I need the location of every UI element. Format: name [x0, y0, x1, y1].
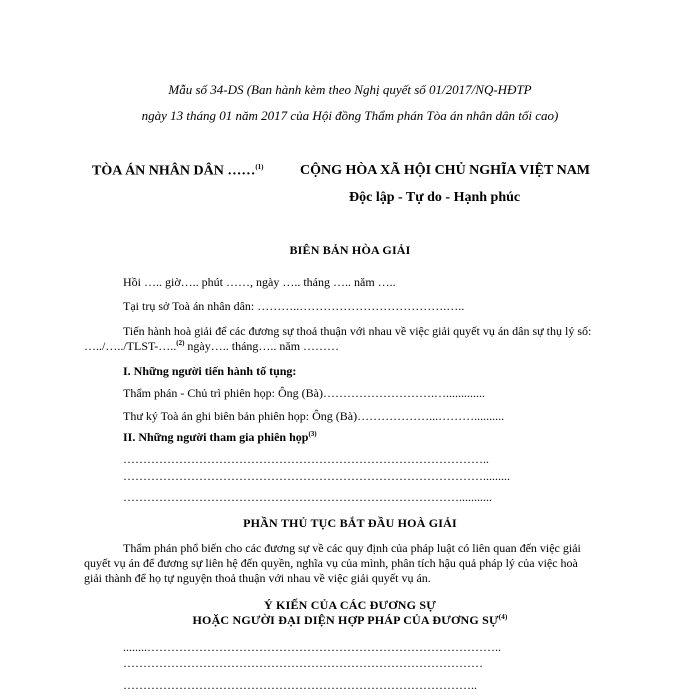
- session-place: Tại trụ sở Toà án nhân dân: ………..……………………………….…..: [123, 299, 465, 313]
- section-2-heading: II. Những người tham gia phiên họp$^{(3)}$: [123, 430, 317, 444]
- section-1-heading: I. Những người tiến hành tố tụng:: [123, 364, 297, 378]
- participants-dots-1: ………………………………………………………………………………..: [123, 452, 489, 466]
- nation-name: CỘNG HÒA XÃ HỘI CHỦ NGHĨA VIỆT NAM: [300, 163, 591, 178]
- session-time: Hồi ….. giờ….. phút ……, ngày ….. tháng ….. năm …..: [123, 275, 396, 289]
- form-reference-line1: Mẫu số 34-DS (Ban hành kèm theo Nghị quyết số 01/2017/NQ-HĐTP: [168, 82, 532, 97]
- clerk-line: Thư ký Toà án ghi biên bản phiên họp: Ông (Bà)………………...………..........: [123, 409, 505, 423]
- form-reference-line2: ngày 13 tháng 01 năm 2017 của Hội đồng Thẩm phán Tòa án nhân dân tối cao): [141, 108, 559, 123]
- opinions-dots-2: ………………………………………………………………………………: [123, 656, 483, 670]
- conciliation-intro-line1: Tiến hành hoà giải để các đương sự thoả thuận với nhau về việc giải quyết vụ án dân sự thụ lý số:: [123, 324, 592, 338]
- opinions-dots-1: ........……………………………………………………………………………..: [123, 640, 501, 654]
- judge-line: Thẩm phán - Chủ trì phiên họp: Ông (Bà)……………………….….............: [123, 386, 485, 400]
- procedure-text-line2: quyết vụ án để đương sự liên hệ đến quyền, nghĩa vụ của mình, phân tích hậu quả pháp lý của việc hoà: [84, 556, 578, 570]
- conciliation-intro-line2: …../…../TLST-…..$^{(2)}$ ngày….. tháng….. năm ………: [84, 339, 340, 353]
- document-title: BIÊN BẢN HÒA GIẢI: [289, 243, 411, 257]
- opinions-dots-3: ……………………………………………………………………………..: [123, 678, 477, 692]
- court-name: TÒA ÁN NHÂN DÂN ……$^{(1)}$: [92, 163, 264, 179]
- footnote-4: (4): [498, 613, 508, 621]
- nation-motto: Độc lập - Tự do - Hạnh phúc: [349, 190, 521, 205]
- footnote-2: (2): [176, 339, 185, 347]
- participants-dots-3: …………………………………………………………………………...........: [123, 490, 492, 504]
- footnote-1: (1): [255, 163, 264, 171]
- procedure-heading: PHẦN THỦ TỤC BẮT ĐẦU HOÀ GIẢI: [243, 516, 457, 530]
- procedure-text-line1: Thẩm phán phổ biến cho các đương sự về các quy định của pháp luật có liên quan đến việc giải: [123, 541, 581, 555]
- opinions-heading-line1: Ý KIẾN CỦA CÁC ĐƯƠNG SỰ: [263, 598, 437, 612]
- opinions-heading-line2: HOẶC NGƯỜI ĐẠI DIỆN HỢP PHÁP CỦA ĐƯƠNG SỰ$^{(4)}$: [192, 613, 508, 627]
- procedure-text-line3: giải thành để họ tự nguyện thoả thuận với nhau về việc giải quyết vụ án.: [84, 571, 431, 585]
- participants-dots-2: ……………………………………………………………………………….........: [123, 469, 510, 483]
- footnote-3: (3): [308, 430, 317, 438]
